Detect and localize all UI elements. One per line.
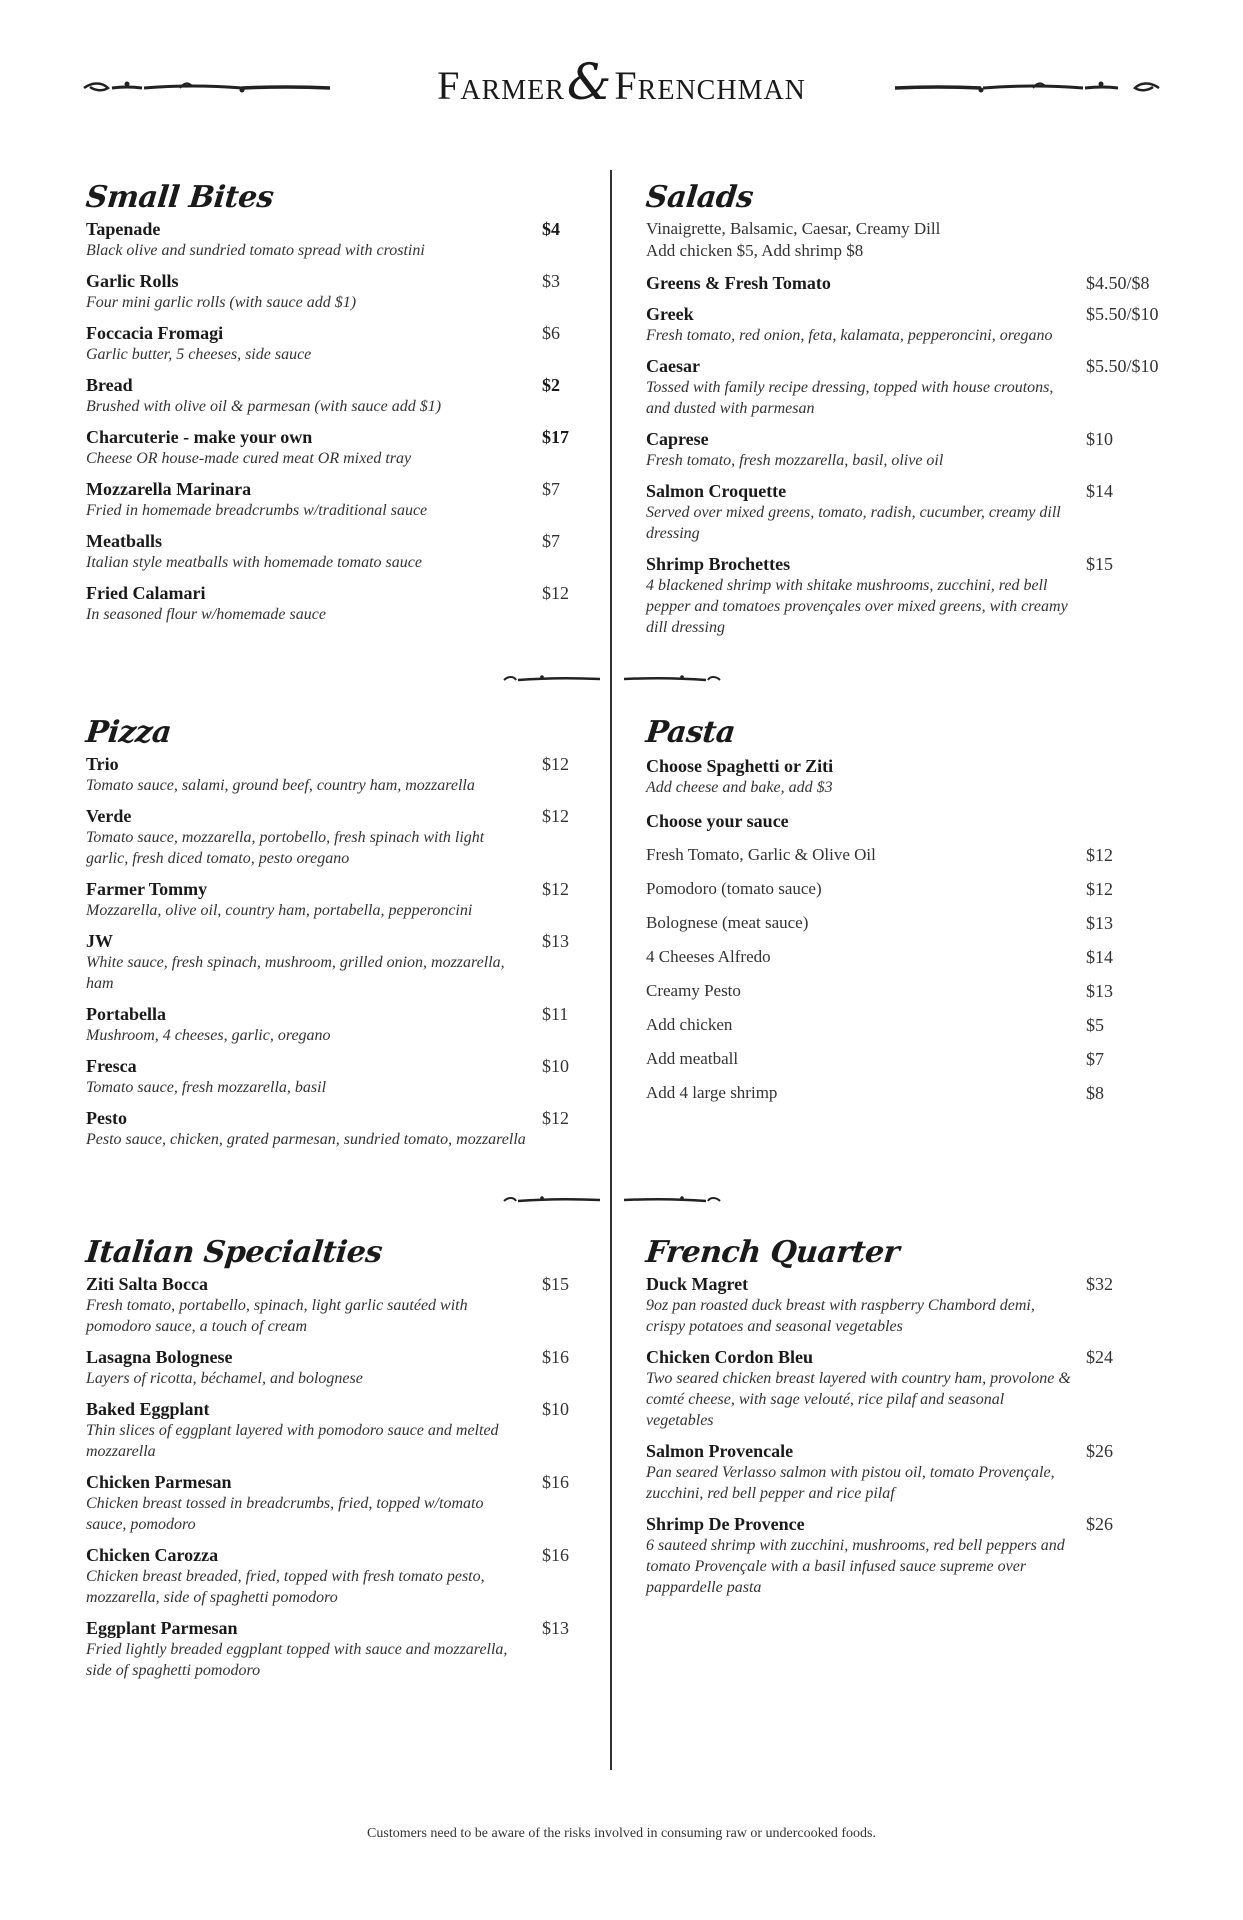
sauce-row: [646, 1048, 1176, 1082]
menu-item: [86, 1617, 576, 1681]
salad-dressings: Vinaigrette, Balsamic, Caesar, Creamy Dill: [646, 219, 941, 238]
menu-item-name: Greek: [646, 304, 694, 324]
menu-item-description: Mushroom, 4 cheeses, garlic, oregano: [86, 1027, 331, 1044]
menu-item-description: White sauce, fresh spinach, mushroom, grilled onion, mozzarella, ham: [86, 954, 505, 992]
menu-item-description: Garlic butter, 5 cheeses, side sauce: [86, 346, 312, 363]
menu-item-name: Shrimp Brochettes: [646, 554, 791, 574]
pizza-section: [86, 713, 576, 1159]
menu-item-price: $6: [542, 323, 560, 343]
section-divider-left-1: [502, 672, 602, 686]
menu-item-name: Ziti Salta Bocca: [86, 1274, 208, 1294]
sauce-name: Add meatball: [646, 1049, 739, 1068]
sauce-name: Creamy Pesto: [646, 981, 741, 1000]
sauce-price: $7: [1086, 1049, 1104, 1069]
menu-item-name: Foccacia Fromagi: [86, 323, 224, 343]
french-list: [646, 1273, 1176, 1598]
sauce-price: $12: [1086, 879, 1113, 899]
salads-section: [646, 178, 1176, 647]
menu-item-name: Portabella: [86, 1004, 166, 1024]
column-divider: [610, 170, 612, 1770]
menu-item-name: Chicken Parmesan: [86, 1472, 232, 1492]
menu-item: [646, 303, 1176, 346]
menu-item: [86, 1471, 576, 1535]
salads-title: Salads: [644, 180, 755, 215]
menu-item-price: $4: [542, 219, 560, 239]
menu-item-name: Eggplant Parmesan: [86, 1618, 238, 1638]
menu-item-name: Salmon Provencale: [646, 1441, 794, 1461]
menu-item-description: Tomato sauce, fresh mozzarella, basil: [86, 1079, 327, 1096]
menu-item-description: Thin slices of eggplant layered with pomodoro sauce and melted mozzarella: [86, 1422, 499, 1460]
menu-item-name: Baked Eggplant: [86, 1399, 210, 1419]
menu-item-price: $16: [542, 1545, 569, 1565]
menu-item-price: $14: [1086, 481, 1113, 501]
menu-item-description: Pesto sauce, chicken, grated parmesan, sundried tomato, mozzarella: [86, 1131, 526, 1148]
menu-item-price: $10: [542, 1399, 569, 1419]
menu-item: [86, 218, 576, 261]
menu-item-name: Charcuterie - make your own: [86, 427, 313, 447]
menu-item-description: Layers of ricotta, béchamel, and bolognese: [86, 1370, 363, 1387]
sauce-name: Add chicken: [646, 1015, 733, 1034]
french-quarter-title: French Quarter: [644, 1235, 901, 1270]
menu-item: [86, 374, 576, 417]
menu-item-description: Tomato sauce, mozzarella, portobello, fresh spinach with light garlic, fresh diced tomato, pesto oregano: [86, 829, 485, 867]
menu-item: [646, 1346, 1176, 1431]
menu-item: [86, 1003, 576, 1046]
pasta-sauce-list: [646, 844, 1176, 1116]
menu-item-description: Two seared chicken breast layered with country ham, provolone & comté cheese, with sage velouté, rice pilaf and seasonal vegetables: [646, 1370, 1071, 1429]
menu-item-description: 9oz pan roasted duck breast with raspberry Chambord demi, crispy potatoes and seasonal vegetables: [646, 1297, 1035, 1335]
menu-item-description: Mozzarella, olive oil, country ham, portabella, pepperoncini: [86, 902, 473, 919]
menu-item-price: $13: [542, 1618, 569, 1638]
salad-addons: Add chicken $5, Add shrimp $8: [646, 241, 864, 260]
menu-item: [646, 480, 1176, 544]
menu-item: [86, 805, 576, 869]
section-divider-left-2: [502, 1193, 602, 1207]
sauce-price: $13: [1086, 913, 1113, 933]
sauce-name: 4 Cheeses Alfredo: [646, 947, 771, 966]
italian-specialties-section: [86, 1233, 576, 1690]
menu-item: [646, 1513, 1176, 1598]
footer-disclaimer: Customers need to be aware of the risks involved in consuming raw or undercooked foods.: [367, 1826, 876, 1841]
pasta-bake-note: Add cheese and bake, add $3: [646, 779, 833, 796]
small-bites-list: [86, 218, 576, 625]
pasta-choose-type: Choose Spaghetti or Ziti: [646, 756, 834, 776]
brand-farmer: Farmer: [437, 63, 565, 108]
menu-item: [86, 1398, 576, 1462]
menu-item-price: $5.50/$10: [1086, 356, 1159, 376]
menu-item-description: Four mini garlic rolls (with sauce add $1): [86, 294, 357, 311]
sauce-row: [646, 1082, 1176, 1116]
menu-item: [86, 582, 576, 625]
menu-item-price: $32: [1086, 1274, 1113, 1294]
menu-item-price: $2: [542, 375, 560, 395]
menu-item-price: $16: [542, 1472, 569, 1492]
brand-frenchman: Frenchman: [614, 63, 806, 108]
small-bites-title: Small Bites: [84, 180, 276, 215]
sauce-row: [646, 878, 1176, 912]
italian-list: [86, 1273, 576, 1681]
menu-item-name: Lasagna Bolognese: [86, 1347, 233, 1367]
menu-item: [646, 1273, 1176, 1337]
menu-header: [0, 53, 1243, 120]
flourish-left-icon: [82, 76, 332, 100]
menu-item-price: $3: [542, 271, 560, 291]
sauce-price: $14: [1086, 947, 1113, 967]
menu-item: [646, 355, 1176, 419]
menu-item-name: Pesto: [86, 1108, 127, 1128]
menu-item-name: Chicken Cordon Bleu: [646, 1347, 814, 1367]
menu-item: [86, 1273, 576, 1337]
menu-item: [86, 530, 576, 573]
menu-item: [646, 1440, 1176, 1504]
pizza-title: Pizza: [84, 715, 173, 750]
menu-item-price: $26: [1086, 1441, 1113, 1461]
menu-item-name: Duck Magret: [646, 1274, 749, 1294]
menu-item-description: Chicken breast breaded, fried, topped with fresh tomato pesto, mozzarella, side of spaghetti pomodoro: [86, 1568, 485, 1606]
menu-item-description: Fresh tomato, red onion, feta, kalamata, pepperoncini, oregano: [646, 327, 1053, 344]
menu-item: [646, 553, 1176, 638]
menu-item-description: 4 blackened shrimp with shitake mushrooms, zucchini, red bell pepper and tomatoes provençales over mixed greens, with creamy dill dressing: [646, 577, 1068, 636]
menu-item: [86, 322, 576, 365]
menu-item-name: Shrimp De Provence: [646, 1514, 805, 1534]
sauce-row: [646, 980, 1176, 1014]
menu-item-description: Fresh tomato, portabello, spinach, light garlic sautéed with pomodoro sauce, a touch of cream: [86, 1297, 468, 1335]
menu-item: [86, 753, 576, 796]
menu-item-name: JW: [86, 931, 113, 951]
menu-item-price: $7: [542, 531, 560, 551]
brand-ampersand: &: [566, 53, 613, 111]
pasta-title: Pasta: [644, 715, 737, 750]
menu-item-price: $5.50/$10: [1086, 304, 1159, 324]
menu-item-name: Tapenade: [86, 219, 161, 239]
brand-logo: [340, 53, 903, 111]
menu-item-name: Trio: [86, 754, 119, 774]
menu-item-price: $12: [542, 1108, 569, 1128]
menu-item: [86, 1055, 576, 1098]
menu-item-price: $13: [542, 931, 569, 951]
menu-item-name: Chicken Carozza: [86, 1545, 219, 1565]
sauce-price: $5: [1086, 1015, 1104, 1035]
menu-item-name: Caesar: [646, 356, 700, 376]
menu-item-name: Fresca: [86, 1056, 137, 1076]
menu-item-price: $11: [542, 1004, 569, 1024]
menu-item-price: $10: [542, 1056, 569, 1076]
menu-item-price: $7: [542, 479, 560, 499]
menu-item-description: In seasoned flour w/homemade sauce: [86, 606, 326, 623]
menu-item-description: Black olive and sundried tomato spread with crostini: [86, 242, 425, 259]
menu-item-price: $4.50/$8: [1086, 273, 1150, 293]
menu-item-description: Chicken breast tossed in breadcrumbs, fried, topped w/tomato sauce, pomodoro: [86, 1495, 484, 1533]
menu-item: [86, 1544, 576, 1608]
sauce-name: Pomodoro (tomato sauce): [646, 879, 822, 898]
menu-item: [86, 930, 576, 994]
menu-item-description: 6 sauteed shrimp with zucchini, mushrooms, red bell peppers and tomato Provençale with a basil infused sauce supreme over pappardelle pasta: [646, 1537, 1065, 1596]
menu-item-name: Salmon Croquette: [646, 481, 787, 501]
menu-item-price: $12: [542, 806, 569, 826]
menu-item-price: $16: [542, 1347, 569, 1367]
menu-item: [86, 270, 576, 313]
menu-item-description: Brushed with olive oil & parmesan (with sauce add $1): [86, 398, 442, 415]
menu-item: [86, 1107, 576, 1150]
sauce-row: [646, 912, 1176, 946]
menu-item-price: $15: [542, 1274, 569, 1294]
sauce-name: Bolognese (meat sauce): [646, 913, 809, 932]
menu-item-price: $17: [542, 427, 569, 447]
sauce-name: Fresh Tomato, Garlic & Olive Oil: [646, 845, 876, 864]
sauce-row: [646, 844, 1176, 878]
menu-item-price: $10: [1086, 429, 1113, 449]
menu-item: [646, 272, 1176, 294]
menu-item-description: Fresh tomato, fresh mozzarella, basil, olive oil: [646, 452, 944, 469]
menu-item-price: $26: [1086, 1514, 1113, 1534]
menu-item-name: Mozzarella Marinara: [86, 479, 252, 499]
section-divider-right-1: [622, 672, 722, 686]
menu-item: [86, 878, 576, 921]
menu-item-price: $24: [1086, 1347, 1113, 1367]
menu-item-name: Farmer Tommy: [86, 879, 208, 899]
section-divider-right-2: [622, 1193, 722, 1207]
menu-item-description: Cheese OR house-made cured meat OR mixed tray: [86, 450, 412, 467]
menu-item-description: Fried in homemade breadcrumbs w/traditional sauce: [86, 502, 428, 519]
menu-item-description: Served over mixed greens, tomato, radish, cucumber, creamy dill dressing: [646, 504, 1061, 542]
menu-item: [86, 426, 576, 469]
menu-item-name: Fried Calamari: [86, 583, 206, 603]
menu-item-name: Verde: [86, 806, 132, 826]
italian-specialties-title: Italian Specialties: [84, 1235, 384, 1270]
menu-item-description: Pan seared Verlasso salmon with pistou oil, tomato Provençale, zucchini, red bell pepper and rice pilaf: [646, 1464, 1055, 1502]
sauce-price: $12: [1086, 845, 1113, 865]
sauce-row: [646, 1014, 1176, 1048]
menu-item: [86, 478, 576, 521]
menu-item: [646, 428, 1176, 471]
flourish-right-icon: [893, 76, 1163, 100]
salads-list: [646, 272, 1176, 638]
menu-item-name: Bread: [86, 375, 133, 395]
sauce-row: [646, 946, 1176, 980]
menu-item-name: Greens & Fresh Tomato: [646, 273, 831, 293]
pasta-choose-sauce: Choose your sauce: [646, 811, 789, 831]
menu-item-description: Tomato sauce, salami, ground beef, country ham, mozzarella: [86, 777, 475, 794]
menu-item-price: $12: [542, 879, 569, 899]
menu-item-price: $15: [1086, 554, 1113, 574]
menu-item-name: Garlic Rolls: [86, 271, 179, 291]
menu-item-price: $12: [542, 754, 569, 774]
small-bites-section: [86, 178, 576, 634]
menu-item-price: $12: [542, 583, 569, 603]
sauce-name: Add 4 large shrimp: [646, 1083, 778, 1102]
menu-item-description: Italian style meatballs with homemade tomato sauce: [86, 554, 422, 571]
sauce-price: $8: [1086, 1083, 1104, 1103]
menu-item-name: Caprese: [646, 429, 709, 449]
french-quarter-section: [646, 1233, 1176, 1607]
menu-item: [86, 1346, 576, 1389]
pasta-section: [646, 713, 1176, 1116]
menu-item-description: Tossed with family recipe dressing, topped with house croutons, and dusted with parmesan: [646, 379, 1054, 417]
sauce-price: $13: [1086, 981, 1113, 1001]
menu-item-name: Meatballs: [86, 531, 162, 551]
menu-item-description: Fried lightly breaded eggplant topped with sauce and mozzarella, side of spaghetti pomodoro: [86, 1641, 508, 1679]
pizza-list: [86, 753, 576, 1150]
